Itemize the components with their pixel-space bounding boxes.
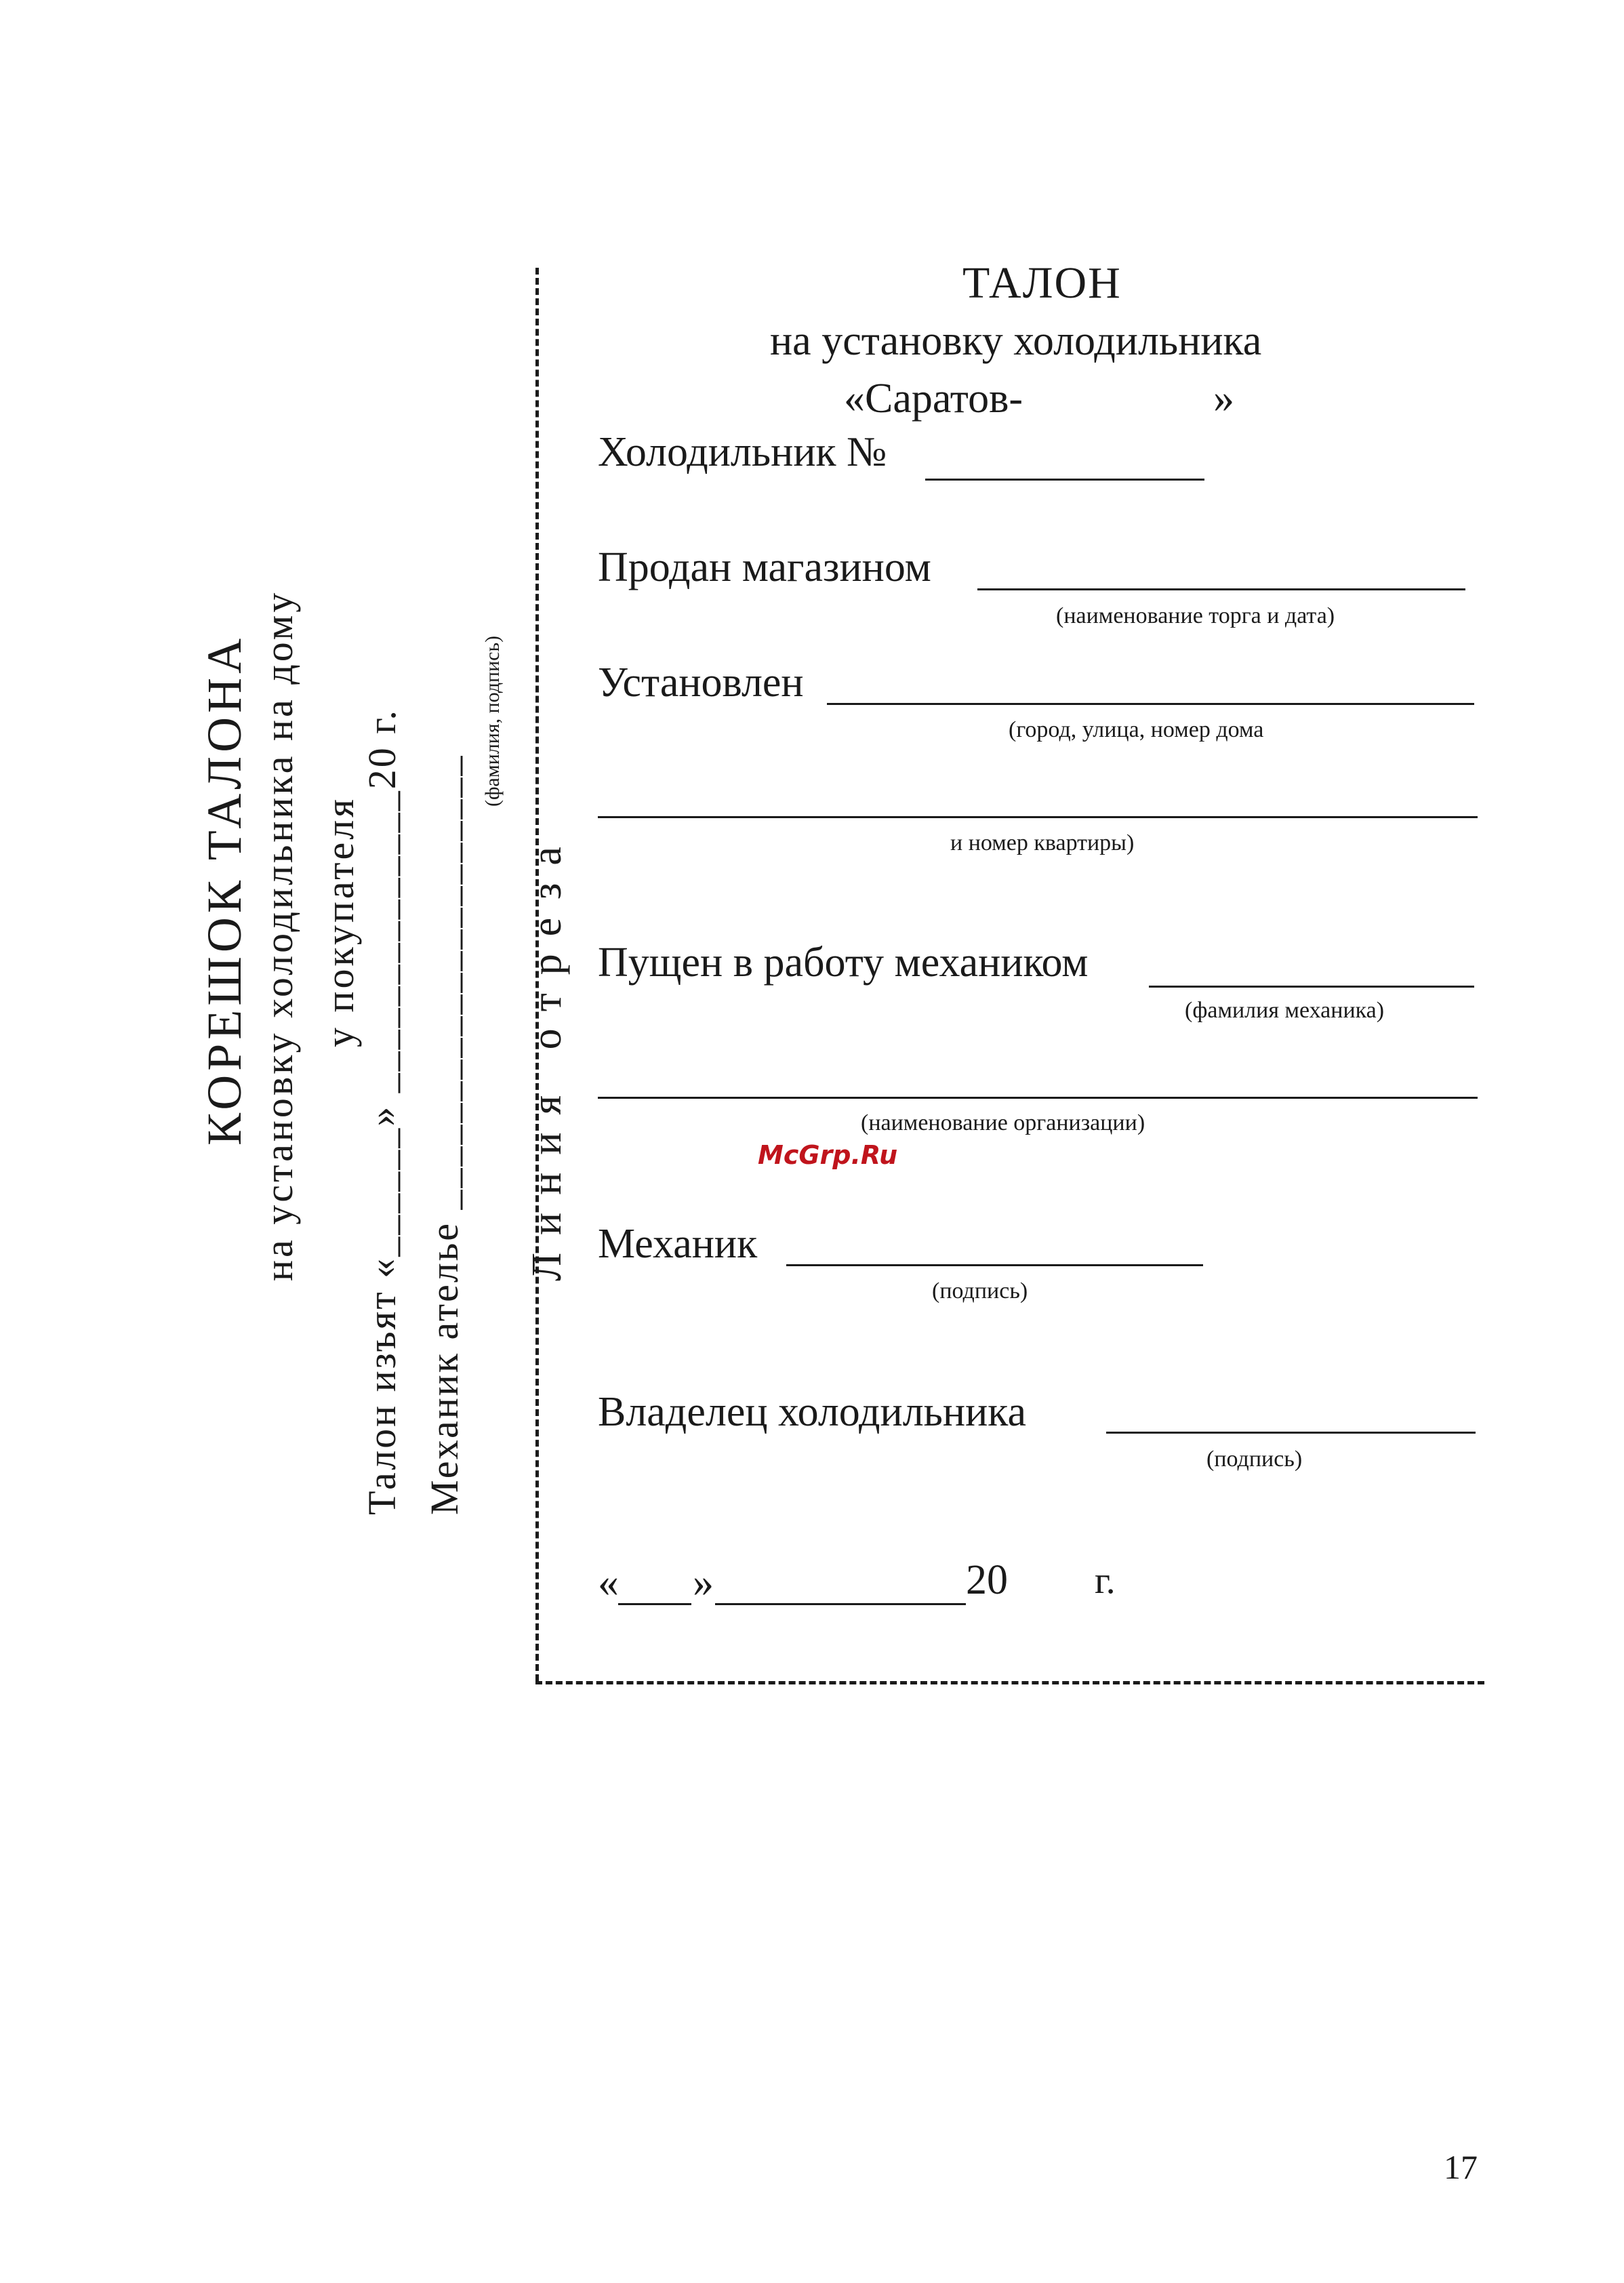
fridge-number-label: Холодильник № xyxy=(598,429,887,475)
date-open-quote: « xyxy=(598,1560,619,1606)
installed-label: Установлен xyxy=(598,660,804,706)
stub-title: КОРЕШОК ТАЛОНА xyxy=(197,634,251,1146)
organization-caption: (наименование организации) xyxy=(861,1110,1145,1135)
coupon-subtitle: на установку холодильника xyxy=(770,318,1262,364)
coupon-title: ТАЛОН xyxy=(962,258,1122,308)
owner-caption: (подпись) xyxy=(1206,1447,1303,1472)
apartment-caption: и номер квартиры) xyxy=(950,830,1135,855)
installed-field[interactable] xyxy=(827,703,1474,705)
fridge-number-field[interactable] xyxy=(925,479,1204,481)
date-day-field[interactable] xyxy=(618,1603,691,1605)
sold-caption: (наименование торга и дата) xyxy=(1056,603,1335,628)
stub-subtitle-2: у покупателя xyxy=(318,796,362,1047)
owner-signature-field[interactable] xyxy=(1106,1432,1476,1434)
date-month-field[interactable] xyxy=(715,1603,966,1605)
apartment-field[interactable] xyxy=(598,816,1478,818)
mechanic-signature-field[interactable] xyxy=(786,1264,1203,1266)
sold-label: Продан магазином xyxy=(598,544,931,590)
started-field[interactable] xyxy=(1149,986,1474,988)
date-year-prefix: 20 xyxy=(966,1557,1008,1603)
coupon-model: «Саратов- xyxy=(844,376,1023,422)
date-year-suffix: г. xyxy=(1095,1560,1116,1602)
owner-label: Владелец холодильника xyxy=(598,1389,1026,1435)
sold-field[interactable] xyxy=(977,588,1465,590)
organization-field[interactable] xyxy=(598,1097,1478,1099)
stub-subtitle: на установку холодильника на дому xyxy=(257,590,301,1281)
started-caption: (фамилия механика) xyxy=(1185,998,1385,1023)
started-label: Пущен в работу механиком xyxy=(598,940,1089,986)
date-close-quote: » xyxy=(693,1560,714,1606)
stub-mechanic-line: Механик ателье _____________________ xyxy=(422,754,466,1515)
stub-mechanic-caption: (фамилия, подпись) xyxy=(481,635,504,807)
watermark: McGrp.Ru xyxy=(758,1140,898,1170)
cut-line-label: Линия отреза xyxy=(524,829,570,1281)
page-number: 17 xyxy=(1444,2148,1478,2186)
cut-line-vertical xyxy=(535,268,539,1681)
mechanic-caption: (подпись) xyxy=(932,1278,1028,1304)
coupon-model-close: » xyxy=(1213,376,1234,422)
mechanic-label: Механик xyxy=(598,1221,758,1267)
cut-line-horizontal xyxy=(535,1681,1484,1684)
stub-taken-line: Талон изъят «______» ______________20 г. xyxy=(360,708,404,1515)
installed-caption: (город, улица, номер дома xyxy=(1009,717,1264,742)
